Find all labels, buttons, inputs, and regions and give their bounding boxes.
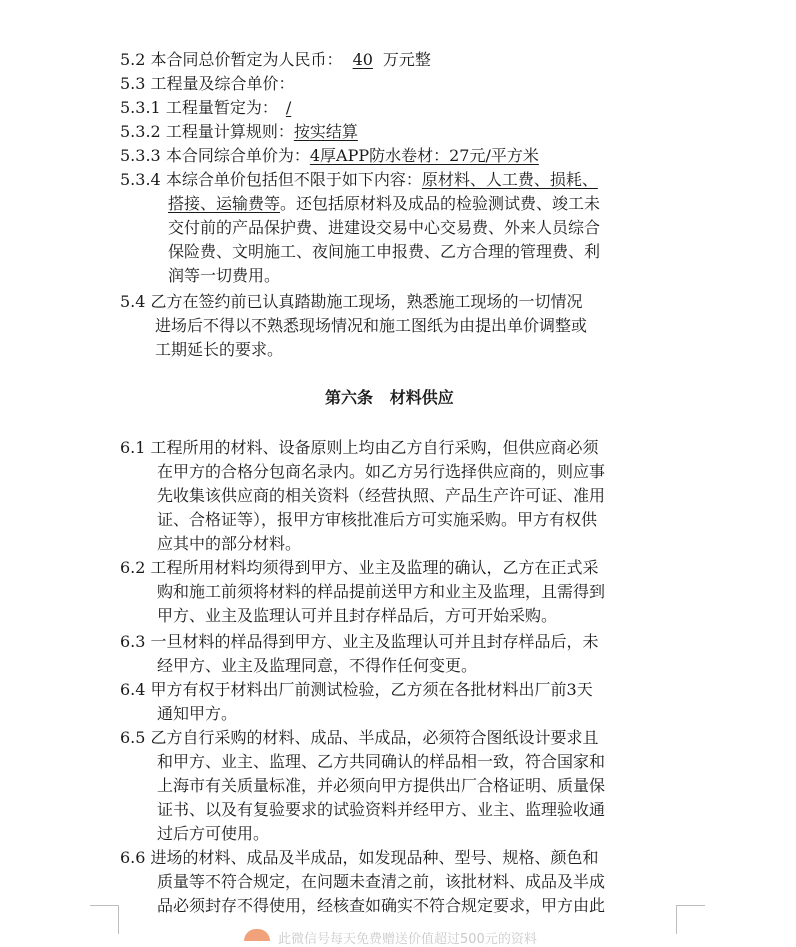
clause-text: 一旦材料的样品得到甲方、业主及监理认可并且封存样品后，未 [150,632,599,651]
watermark-logo-icon [244,929,270,941]
clause-number: 5.3.1 [120,98,161,117]
clause-6-3-line: 经甲方、业主及监理同意，不得作任何变更。 [157,656,478,675]
clause-text: 工程所用材料均须得到甲方、业主及监理的确认，乙方在正式采 [150,558,599,577]
watermark-text: 此微信号每天免费赠送价值超过500元的资料 [278,932,537,947]
included-costs: 搭接、运输费等 [168,194,281,213]
clause-5-4-line: 工期延长的要求。 [155,340,284,359]
contract-amount: 40 [352,50,373,69]
clause-text: 本合同综合单价为： [165,146,310,165]
margin-corner-mark [90,905,119,934]
clause-number: 6.3 [120,632,146,651]
clause-6-1-line: 在甲方的合格分包商名录内。如乙方另行选择供应商的，则应事 [157,462,606,481]
clause-6-1-line: 先收集该供应商的相关资料（经营执照、产品生产许可证、准用 [157,486,606,505]
clause-5-3 [120,72,295,96]
clause-6-1-line: 应其中的部分材料。 [157,534,302,553]
clause-6-2-line: 购和施工前须将材料的样品提前送甲方和业主及监理，且需得到 [157,582,606,601]
clause-6-1 [120,436,599,460]
clause-text: 本合同总价暂定为人民币： [150,50,343,69]
clause-text: 工程所用的材料、设备原则上均由乙方自行采购，但供应商必须 [150,438,599,457]
clause-5-3-4-line: 润等一切费用。 [168,266,281,285]
clause-6-5-line: 证书、以及有复验要求的试验资料并经甲方、业主、监理验收通 [157,800,606,819]
clause-text: 本综合单价包括但不限于如下内容： [165,170,422,189]
clause-text: 工程量暂定为： [165,98,278,117]
clause-5-3-4-line: 交付前的产品保护费、进建设交易中心交易费、外来人员综合 [168,218,601,237]
clause-5-4 [120,290,583,314]
unit-price-value: 4厚APP防水卷材：27元/平方米 [309,146,539,165]
clause-6-2-line: 甲方、业主及监理认可并且封存样品后，方可开始采购。 [157,606,558,625]
clause-text: 进场的材料、成品及半成品，如发现品种、型号、规格、颜色和 [150,848,599,867]
clause-text: 乙方在签约前已认真踏勘施工现场，熟悉施工现场的一切情况 [150,292,583,311]
clause-6-1-line: 证、合格证等），报甲方审核批准后方可实施采购。甲方有权供 [157,510,598,529]
clause-5-2 [120,48,431,72]
clause-text: 甲方有权于材料出厂前测试检验，乙方须在各批材料出厂前3天 [150,680,593,699]
clause-6-2 [120,556,599,580]
clause-6-4-line: 通知甲方。 [157,704,238,723]
clause-number: 5.2 [120,50,146,69]
clause-5-3-4-line [168,192,600,216]
clause-number: 5.3.4 [120,170,161,189]
clause-number: 5.3.3 [120,146,161,165]
clause-number: 5.4 [120,292,146,311]
clause-number: 6.5 [120,728,146,747]
clause-5-3-3 [120,144,539,168]
clause-number: 5.3 [120,74,146,93]
clause-6-5-line: 和甲方、业主、监理、乙方共同确认的样品相一致，符合国家和 [157,752,606,771]
clause-5-4-line: 进场后不得以不熟悉现场情况和施工图纸为由提出单价调整或 [155,316,588,335]
clause-6-6 [120,846,599,870]
clause-number: 5.3.2 [120,122,161,141]
quantity-value: / [285,98,292,117]
clause-number: 6.4 [120,680,146,699]
clause-5-3-1 [120,96,299,120]
clause-text: 工程量及综合单价： [150,74,295,93]
clause-text: 乙方自行采购的材料、成品、半成品，必须符合图纸设计要求且 [150,728,599,747]
included-costs: 原材料、人工费、损耗、 [421,170,598,189]
clause-6-5 [120,726,599,750]
clause-5-3-2 [120,120,358,144]
calculation-rule-value: 按实结算 [293,122,358,141]
clause-5-3-4-line: 保险费、文明施工、夜间施工申报费、乙方合理的管理费、利 [168,242,601,261]
clause-6-5-line: 上海市有关质量标准，并必须向甲方提供出厂合格证明、质量保 [157,776,606,795]
clause-text: 工程量计算规则： [165,122,294,141]
margin-corner-mark [676,905,705,934]
clause-number: 6.1 [120,438,146,457]
clause-text: 。还包括原材料及成品的检验测试费、竣工未 [280,194,601,213]
clause-6-6-line: 质量等不符合规定，在问题未查清之前，该批材料、成品及半成 [157,872,606,891]
article-heading: 第六条 材料供应 [325,388,454,407]
clause-6-3 [120,630,599,654]
clause-6-6-line: 品必须封存不得使用，经核查如确实不符合规定要求，甲方由此 [157,896,606,915]
clause-number: 6.2 [120,558,146,577]
clause-6-5-line: 过后方可使用。 [157,824,270,843]
clause-6-4 [120,678,593,702]
clause-text: 万元整 [382,50,431,69]
clause-5-3-4 [120,168,598,192]
clause-number: 6.6 [120,848,146,867]
